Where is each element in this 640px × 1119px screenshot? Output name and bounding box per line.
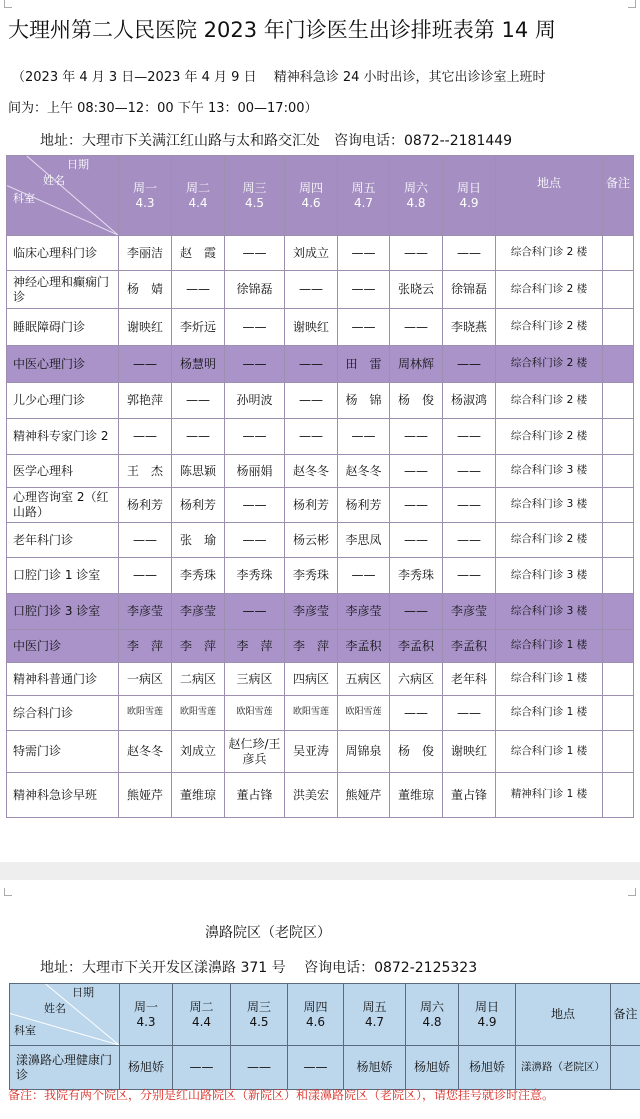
table-row (7, 309, 634, 346)
doctor-cell: 欧阳雪莲 (285, 696, 338, 731)
header-day: 周二 4.4 (173, 984, 231, 1046)
doctor-cell: 老年科 (443, 663, 496, 696)
doctor-cell: —— (390, 696, 443, 731)
header-day: 周日 4.9 (459, 984, 516, 1046)
doctor-cell: 谢映红 (119, 309, 172, 346)
remark-cell (603, 455, 634, 488)
doctor-cell: 李秀珠 (172, 558, 225, 594)
campus2-title: 濞路院区（老院区） (205, 925, 331, 941)
remark-cell (603, 558, 634, 594)
department-cell: 口腔门诊 3 诊室 (7, 594, 119, 630)
remark-cell (603, 523, 634, 558)
doctor-cell: 欧阳雪莲 (225, 696, 285, 731)
header-day: 周五 4.7 (338, 156, 390, 236)
doctor-cell: —— (390, 455, 443, 488)
department-cell: 中医心理门诊 (7, 346, 119, 383)
doctor-cell: 董占锋 (443, 773, 496, 818)
doctor-cell: 周林辉 (390, 346, 443, 383)
doctor-cell: —— (119, 346, 172, 383)
doctor-cell: 李孟积 (390, 630, 443, 663)
doctor-cell: 赵冬冬 (285, 455, 338, 488)
page-corner-mark (4, 0, 12, 8)
doctor-cell: 五病区 (338, 663, 390, 696)
location-cell: 综合科门诊 1 楼 (496, 630, 603, 663)
schedule-table (6, 155, 634, 818)
doctor-cell: 李 萍 (172, 630, 225, 663)
doctor-cell: 王 杰 (119, 455, 172, 488)
old-campus-table (9, 983, 640, 1090)
subtitle-line1: （2023 年 4 月 3 日—2023 年 4 月 9 日 精神科急诊 24 小时出诊，其它出诊诊室上班时 (12, 70, 546, 85)
table-row (7, 419, 634, 455)
doctor-cell: 杨旭娇 (459, 1046, 516, 1090)
doctor-cell: 李孟积 (338, 630, 390, 663)
department-cell: 综合科门诊 (7, 696, 119, 731)
doctor-cell: 李孟积 (443, 630, 496, 663)
doctor-cell: —— (390, 236, 443, 271)
header-day: 周二 4.4 (172, 156, 225, 236)
header-location: 地点 (516, 984, 611, 1046)
doctor-cell: 杨 俊 (390, 383, 443, 419)
remark-cell (611, 1046, 640, 1090)
doctor-cell: —— (443, 558, 496, 594)
doctor-cell: 李秀珠 (225, 558, 285, 594)
corner-header-cell (7, 156, 119, 236)
department-cell: 特需门诊 (7, 731, 119, 773)
header-day: 周六 4.8 (390, 156, 443, 236)
table-row (7, 663, 634, 696)
doctor-cell: 陈思颖 (172, 455, 225, 488)
doctor-cell: 欧阳雪莲 (172, 696, 225, 731)
remark-cell (603, 236, 634, 271)
doctor-cell: 杨利芳 (172, 488, 225, 523)
doctor-cell: —— (225, 309, 285, 346)
doctor-cell: 熊娅芹 (119, 773, 172, 818)
doctor-cell: 谢映红 (443, 731, 496, 773)
doctor-cell: 李丽洁 (119, 236, 172, 271)
doctor-cell: 杨利芳 (119, 488, 172, 523)
doctor-cell: 三病区 (225, 663, 285, 696)
doctor-cell: 六病区 (390, 663, 443, 696)
doctor-cell: 周锦泉 (338, 731, 390, 773)
location-cell: 综合科门诊 1 楼 (496, 663, 603, 696)
table-row (7, 696, 634, 731)
doctor-cell: 刘成立 (172, 731, 225, 773)
header-name: 姓名 (44, 1002, 66, 1015)
doctor-cell: 赵冬冬 (119, 731, 172, 773)
doctor-cell: 杨慧明 (172, 346, 225, 383)
doctor-cell: 杨旭娇 (120, 1046, 173, 1090)
doctor-cell: 杨利芳 (338, 488, 390, 523)
location-cell: 综合科门诊 2 楼 (496, 419, 603, 455)
doctor-cell: —— (338, 419, 390, 455)
page-corner-mark (628, 888, 636, 896)
department-cell: 中医门诊 (7, 630, 119, 663)
table-row (7, 731, 634, 773)
doctor-cell: 杨丽娟 (225, 455, 285, 488)
doctor-cell: —— (172, 271, 225, 309)
header-day: 周日 4.9 (443, 156, 496, 236)
header-day: 周六 4.8 (406, 984, 459, 1046)
doctor-cell: 杨旭娇 (406, 1046, 459, 1090)
doctor-cell: —— (173, 1046, 231, 1090)
doctor-cell: 田 雷 (338, 346, 390, 383)
doctor-cell: —— (285, 346, 338, 383)
doctor-cell: —— (338, 236, 390, 271)
doctor-cell: —— (443, 419, 496, 455)
doctor-cell: —— (390, 523, 443, 558)
department-cell: 漾濞路心理健康门诊 (10, 1046, 120, 1090)
doctor-cell: 赵 霞 (172, 236, 225, 271)
header-day: 周四 4.6 (288, 984, 344, 1046)
footnote: 备注：我院有两个院区，分别是红山路院区（新院区）和漾濞路院区（老院区），请您挂号就诊时注意。 (8, 1088, 555, 1102)
doctor-cell: 李秀珠 (390, 558, 443, 594)
doctor-cell: 李 萍 (225, 630, 285, 663)
remark-cell (603, 773, 634, 818)
page-corner-mark (4, 888, 12, 896)
doctor-cell: 张 瑜 (172, 523, 225, 558)
table-row (7, 558, 634, 594)
corner-header-cell (10, 984, 120, 1046)
header-day: 周三 4.5 (225, 156, 285, 236)
location-cell: 综合科门诊 2 楼 (496, 236, 603, 271)
header-date: 日期 (72, 986, 94, 999)
subtitle-line2: 间为：上午 08:30—12：00 下午 13：00—17:00） (8, 101, 318, 116)
header-remark: 备注 (603, 156, 634, 236)
header-location: 地点 (496, 156, 603, 236)
doctor-cell: —— (390, 594, 443, 630)
doctor-cell: 李 萍 (119, 630, 172, 663)
remark-cell (603, 731, 634, 773)
doctor-cell: —— (285, 271, 338, 309)
header-day: 周一 4.3 (120, 984, 173, 1046)
remark-cell (603, 488, 634, 523)
doctor-cell: 徐锦磊 (225, 271, 285, 309)
location-cell: 漾濞路（老院区） (516, 1046, 611, 1090)
doctor-cell: —— (288, 1046, 344, 1090)
doctor-cell: —— (225, 523, 285, 558)
doctor-cell: 张晓云 (390, 271, 443, 309)
doctor-cell: —— (119, 523, 172, 558)
address-main: 地址：大理市下关满江红山路与太和路交汇处 咨询电话：0872--2181449 (40, 133, 513, 149)
doctor-cell: —— (119, 419, 172, 455)
department-cell: 儿少心理门诊 (7, 383, 119, 419)
doctor-cell: —— (119, 558, 172, 594)
doctor-cell: —— (285, 419, 338, 455)
location-cell: 综合科门诊 3 楼 (496, 455, 603, 488)
doctor-cell: —— (225, 594, 285, 630)
remark-cell (603, 663, 634, 696)
location-cell: 综合科门诊 2 楼 (496, 383, 603, 419)
header-date: 日期 (67, 158, 89, 171)
doctor-cell: 杨旭娇 (344, 1046, 406, 1090)
doctor-cell: 董维琼 (172, 773, 225, 818)
location-cell: 综合科门诊 2 楼 (496, 523, 603, 558)
doctor-cell: —— (390, 419, 443, 455)
doctor-cell: 熊娅芹 (338, 773, 390, 818)
doctor-cell: 李炘远 (172, 309, 225, 346)
doctor-cell: —— (172, 419, 225, 455)
department-cell: 口腔门诊 1 诊室 (7, 558, 119, 594)
doctor-cell: 徐锦磊 (443, 271, 496, 309)
location-cell: 综合科门诊 2 楼 (496, 309, 603, 346)
doctor-cell: 李晓燕 (443, 309, 496, 346)
remark-cell (603, 696, 634, 731)
location-cell: 综合科门诊 3 楼 (496, 594, 603, 630)
doctor-cell: 杨 锦 (338, 383, 390, 419)
header-day: 周四 4.6 (285, 156, 338, 236)
department-cell: 医学心理科 (7, 455, 119, 488)
doctor-cell: 李彦莹 (172, 594, 225, 630)
location-cell: 综合科门诊 3 楼 (496, 488, 603, 523)
header-day: 周一 4.3 (119, 156, 172, 236)
doctor-cell: 李彦莹 (338, 594, 390, 630)
doctor-cell: 洪美宏 (285, 773, 338, 818)
department-cell: 神经心理和癫痫门诊 (7, 271, 119, 309)
doctor-cell: 董占锋 (225, 773, 285, 818)
department-cell: 精神科急诊早班 (7, 773, 119, 818)
doctor-cell: 李彦莹 (285, 594, 338, 630)
remark-cell (603, 419, 634, 455)
doctor-cell: 杨 俊 (390, 731, 443, 773)
department-cell: 精神科专家门诊 2 (7, 419, 119, 455)
header-day: 周三 4.5 (231, 984, 288, 1046)
location-cell: 综合科门诊 2 楼 (496, 271, 603, 309)
address-old-campus: 地址：大理市下关开发区漾濞路 371 号 咨询电话：0872-2125323 (40, 960, 478, 976)
table-row (7, 523, 634, 558)
doctor-cell: —— (443, 455, 496, 488)
header-dept: 科室 (14, 1024, 36, 1037)
remark-cell (603, 594, 634, 630)
doctor-cell: 李彦莹 (443, 594, 496, 630)
location-cell: 精神科门诊 1 楼 (496, 773, 603, 818)
table-row (7, 383, 634, 419)
page-break (0, 862, 640, 880)
doctor-cell: 四病区 (285, 663, 338, 696)
doctor-cell: —— (338, 558, 390, 594)
table-row (7, 271, 634, 309)
doctor-cell: 赵仁珍/王彦兵 (225, 731, 285, 773)
location-cell: 综合科门诊 3 楼 (496, 558, 603, 594)
doctor-cell: —— (443, 236, 496, 271)
doctor-cell: —— (338, 271, 390, 309)
location-cell: 综合科门诊 2 楼 (496, 346, 603, 383)
doctor-cell: 欧阳雪莲 (119, 696, 172, 731)
doctor-cell: 杨 婧 (119, 271, 172, 309)
remark-cell (603, 309, 634, 346)
department-cell: 精神科普通门诊 (7, 663, 119, 696)
header-name: 姓名 (43, 174, 65, 187)
doctor-cell: 刘成立 (285, 236, 338, 271)
table-row (7, 346, 634, 383)
header-dept: 科室 (13, 192, 35, 205)
remark-cell (603, 630, 634, 663)
header-day: 周五 4.7 (344, 984, 406, 1046)
location-cell: 综合科门诊 1 楼 (496, 696, 603, 731)
doctor-cell: —— (225, 419, 285, 455)
doctor-cell: 李秀珠 (285, 558, 338, 594)
doctor-cell: —— (225, 236, 285, 271)
remark-cell (603, 383, 634, 419)
department-cell: 睡眠障碍门诊 (7, 309, 119, 346)
department-cell: 临床心理科门诊 (7, 236, 119, 271)
department-cell: 心理咨询室 2（红山路） (7, 488, 119, 523)
table-row (7, 773, 634, 818)
doctor-cell: 吴亚涛 (285, 731, 338, 773)
doctor-cell: 杨淑鸿 (443, 383, 496, 419)
page-corner-mark (628, 0, 636, 8)
doctor-cell: 李思凤 (338, 523, 390, 558)
table-header (7, 156, 634, 236)
doctor-cell: 孙明波 (225, 383, 285, 419)
remark-cell (603, 346, 634, 383)
table-row (7, 630, 634, 663)
table-row (10, 1046, 640, 1090)
doctor-cell: 郭艳萍 (119, 383, 172, 419)
header-remark: 备注 (611, 984, 640, 1046)
table-row (7, 455, 634, 488)
table-row (7, 488, 634, 523)
doctor-cell: —— (225, 488, 285, 523)
location-cell: 综合科门诊 1 楼 (496, 731, 603, 773)
doctor-cell: —— (172, 383, 225, 419)
doctor-cell: —— (443, 696, 496, 731)
doctor-cell: —— (443, 488, 496, 523)
doctor-cell: 杨云彬 (285, 523, 338, 558)
doctor-cell: —— (225, 346, 285, 383)
doctor-cell: —— (231, 1046, 288, 1090)
doctor-cell: 二病区 (172, 663, 225, 696)
doctor-cell: 董维琼 (390, 773, 443, 818)
doctor-cell: 李彦莹 (119, 594, 172, 630)
department-cell: 老年科门诊 (7, 523, 119, 558)
doctor-cell: 一病区 (119, 663, 172, 696)
table-row (7, 236, 634, 271)
table-row (7, 594, 634, 630)
doctor-cell: —— (285, 383, 338, 419)
doctor-cell: 欧阳雪莲 (338, 696, 390, 731)
doctor-cell: 杨利芳 (285, 488, 338, 523)
remark-cell (603, 271, 634, 309)
page-title: 大理州第二人民医院 2023 年门诊医生出诊排班表第 14 周 (8, 18, 556, 42)
doctor-cell: —— (390, 309, 443, 346)
doctor-cell: —— (338, 309, 390, 346)
doctor-cell: —— (390, 488, 443, 523)
doctor-cell: —— (443, 523, 496, 558)
doctor-cell: —— (443, 346, 496, 383)
doctor-cell: 谢映红 (285, 309, 338, 346)
table-header (10, 984, 640, 1046)
doctor-cell: 李 萍 (285, 630, 338, 663)
doctor-cell: 赵冬冬 (338, 455, 390, 488)
